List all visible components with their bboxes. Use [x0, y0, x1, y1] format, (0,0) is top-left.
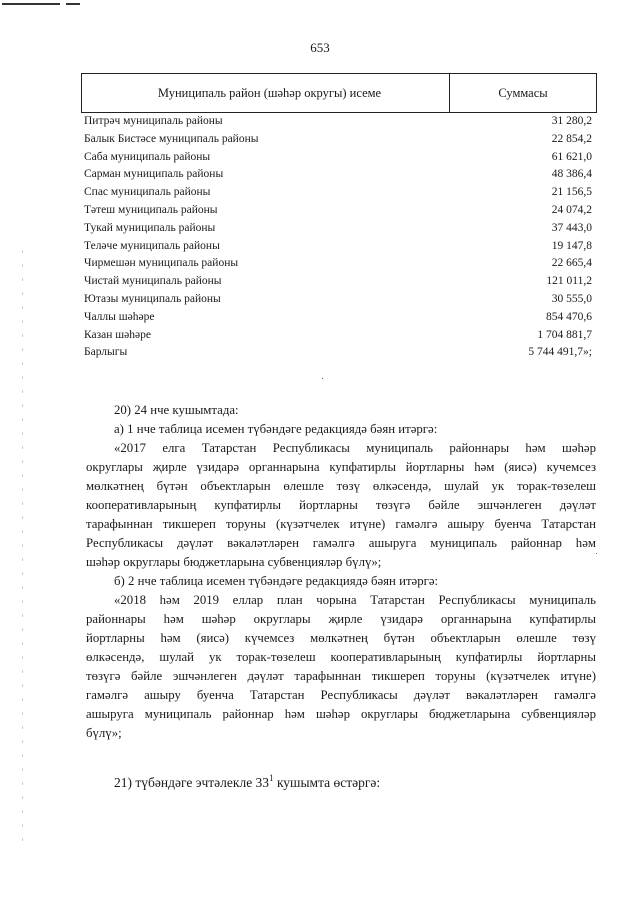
scan-edge-marks [22, 250, 23, 850]
row-sum: 31 280,2 [551, 115, 592, 127]
section-20a-line: Республикасы дәүләт вәкаләтләрен гамәлгә ашыруга муниципаль районнар һәм [86, 536, 596, 550]
scan-speck [322, 378, 323, 379]
table-row [84, 327, 592, 345]
section-20a-title: а) 1 нче таблица исемен түбәндәге редакциядә бәян итәргә: [114, 422, 438, 436]
section-20b-title: б) 2 нче таблица исемен түбәндәге редакциядә бәян итәргә: [114, 574, 439, 588]
table-row-total [84, 344, 592, 362]
table-row [84, 166, 592, 184]
row-name: Чаллы шәһәре [84, 310, 155, 323]
section-20b-line: төзүгә бәйле эшчәнлеген дәүләт тарафыннан тикшереп торуны (күзәтчелек итүне) [86, 669, 596, 683]
row-sum: 19 147,8 [551, 239, 592, 252]
row-name: Барлыгы [84, 346, 128, 359]
section-20b-line: ашыруга муниципаль районнар һәм шәһәр округлары бюджетларына субвенцияләр [86, 707, 596, 721]
table-row [84, 131, 592, 149]
row-name: Спас муниципаль районы [84, 186, 211, 199]
section-20b-line: өлкәсендә, шулай ук торак-төзелеш кооперативларының купфатирлы йортларны [86, 650, 596, 664]
row-name: Казан шәһәре [84, 328, 151, 341]
row-sum: 1 704 881,7 [537, 328, 592, 341]
section-20b-line: йортларны һәм (яисә) күчемсез мөлкәтнең бүтән объектларын өлешле төзү [86, 631, 596, 645]
row-name: Балык Бистәсе муниципаль районы [84, 132, 259, 145]
row-sum: 48 386,4 [551, 168, 592, 181]
table-row [84, 291, 592, 309]
table-body [84, 113, 592, 362]
scan-speck [596, 553, 597, 554]
row-name: Чирмешән муниципаль районы [84, 257, 239, 270]
section-20a-line: шәһәр округлары бюджетларына субвенцияләр бүлү»; [86, 555, 382, 569]
row-name: Теләче муниципаль районы [84, 239, 220, 252]
section-21-superscript: 1 [269, 773, 274, 783]
row-name: Питрәч муниципаль районы [84, 115, 223, 127]
row-name: Саба муниципаль районы [84, 150, 211, 163]
table-row [84, 255, 592, 273]
section-20b-line: бүлү»; [86, 726, 122, 740]
row-name: Ютазы муниципаль районы [84, 292, 221, 305]
section-20b-line: гамәлгә ашыру буенча Татарстан Республикасы дәүләт вәкаләтләрен гамәлгә [86, 688, 596, 702]
row-sum: 61 621,0 [551, 150, 592, 163]
section-20a-line: мөлкәтнең бүтән объектларын өлешле төзү өлкәсендә, шулай ук торак-төзелеш [86, 479, 596, 493]
row-sum: 24 074,2 [551, 203, 592, 216]
table-row [84, 113, 592, 131]
table-row [84, 202, 592, 220]
row-sum: 22 665,4 [551, 257, 592, 270]
scan-artifact-mark [66, 3, 80, 5]
row-name: Тукай муниципаль районы [84, 221, 216, 234]
row-sum: 30 555,0 [551, 292, 592, 305]
section-20a-line: кооперативларының купфатирлы йортларны төзүгә бәйле эшчәнлеген дәүләт [86, 498, 596, 512]
row-name: Чистай муниципаль районы [84, 275, 222, 288]
section-20 [86, 401, 596, 743]
table-row [84, 220, 592, 238]
column-header-name: Муниципаль район (шәһәр округы) исеме [82, 74, 450, 112]
row-sum: 37 443,0 [551, 221, 592, 234]
scan-artifact-mark [2, 3, 60, 5]
section-20b-line: районнары һәм шәһәр округлары җирле үзидарә органнарына купфатирлы [86, 612, 596, 626]
section-20b-line: «2018 һәм 2019 еллар план чорына Татарстан Республикасы муниципаль [114, 593, 596, 607]
table-row [84, 273, 592, 291]
section-20a-line: тарафыннан тикшереп торуны (күзәтчелек итүне) гамәлгә ашыру буенча Татарстан [86, 517, 596, 531]
table-row [84, 309, 592, 327]
table-row [84, 184, 592, 202]
section-21-tail: кушымта өстәргә: [273, 775, 381, 790]
section-21-text: 21) түбәндәге эчтәлекле 33 [114, 775, 270, 790]
column-header-sum: Суммасы [498, 85, 548, 100]
table-row [84, 238, 592, 256]
page-number: 653 [310, 40, 330, 55]
section-20-title: 20) 24 нче кушымтада: [114, 403, 239, 417]
row-sum: 854 470,6 [546, 310, 592, 323]
section-20a-line: «2017 елга Татарстан Республикасы муниципаль районнары һәм шәһәр [114, 441, 596, 455]
section-20a-line: округлары җирле үзидарә органнарына купфатирлы йортларны һәм (яисә) кучемсез [86, 460, 596, 474]
table-row [84, 149, 592, 167]
section-21-line [114, 773, 380, 791]
row-sum: 21 156,5 [551, 186, 592, 199]
row-sum: 5 744 491,7»; [528, 346, 592, 359]
row-name: Тәтеш муниципаль районы [84, 203, 218, 216]
table-header [81, 73, 597, 113]
row-sum: 121 011,2 [546, 275, 592, 288]
row-name: Сарман муниципаль районы [84, 168, 224, 181]
row-sum: 22 854,2 [551, 132, 592, 145]
